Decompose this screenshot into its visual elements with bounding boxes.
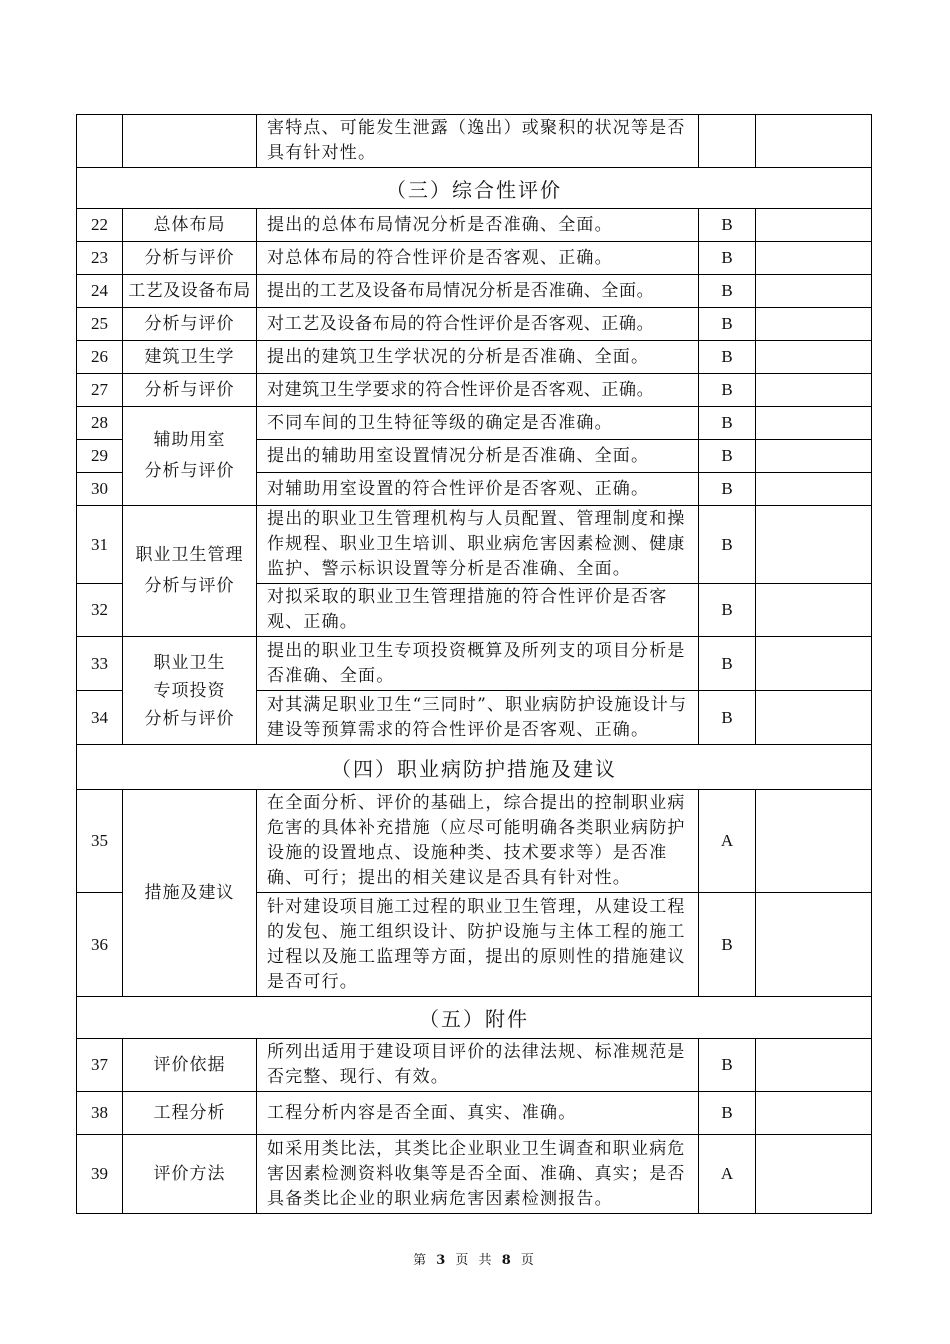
row-number: 24 (77, 275, 123, 308)
row-number: 38 (77, 1092, 123, 1135)
requirement-cell: 提出的总体布局情况分析是否准确、全面。 (257, 209, 699, 242)
table-row (77, 1039, 872, 1092)
table-row (77, 506, 872, 584)
remark-cell (756, 374, 872, 407)
evaluation-table (76, 114, 872, 1214)
row-number: 36 (77, 893, 123, 997)
category-cell (123, 115, 257, 168)
requirement-cell: 对总体布局的符合性评价是否客观、正确。 (257, 242, 699, 275)
requirement-cell: 对其满足职业卫生“三同时”、职业病防护设施设计与建设等预算需求的符合性评价是否客观、正确。 (257, 691, 699, 745)
level-cell: B (699, 637, 756, 691)
section-heading: （三）综合性评价 (77, 168, 872, 209)
category-line: 职业卫生管理 (135, 545, 244, 565)
row-number: 25 (77, 308, 123, 341)
category-cell: 分析与评价 (123, 374, 257, 407)
category-cell: 评价依据 (123, 1039, 257, 1092)
total-pages: 8 (501, 1253, 514, 1268)
requirement-cell: 对辅助用室设置的符合性评价是否客观、正确。 (257, 473, 699, 506)
table-row (77, 341, 872, 374)
level-cell: B (699, 308, 756, 341)
table-row (77, 209, 872, 242)
level-cell: B (699, 242, 756, 275)
table-row (77, 790, 872, 893)
remark-cell (756, 115, 872, 168)
category-cell: 评价方法 (123, 1135, 257, 1214)
level-cell: B (699, 1039, 756, 1092)
category-cell: 总体布局 (123, 209, 257, 242)
requirement-cell: 提出的职业卫生专项投资概算及所列支的项目分析是否准确、全面。 (257, 637, 699, 691)
remark-cell (756, 790, 872, 893)
category-cell: 建筑卫生学 (123, 341, 257, 374)
requirement-cell: 提出的工艺及设备布局情况分析是否准确、全面。 (257, 275, 699, 308)
remark-cell (756, 473, 872, 506)
requirement-cell: 对建筑卫生学要求的符合性评价是否客观、正确。 (257, 374, 699, 407)
page-footer (0, 1249, 950, 1268)
table-row (77, 115, 872, 168)
category-line: 专项投资 (153, 680, 226, 701)
row-number: 31 (77, 506, 123, 584)
row-number: 32 (77, 584, 123, 637)
section-row (77, 997, 872, 1039)
category-cell: 工艺及设备布局 (123, 275, 257, 308)
level-cell: A (699, 1135, 756, 1214)
remark-cell (756, 637, 872, 691)
level-cell: B (699, 1092, 756, 1135)
remark-cell (756, 1039, 872, 1092)
level-cell: B (699, 440, 756, 473)
level-cell: B (699, 691, 756, 745)
section-heading: （五）附件 (77, 997, 872, 1039)
table-row (77, 637, 872, 691)
row-number: 30 (77, 473, 123, 506)
category-line: 辅助用室 (153, 430, 226, 450)
remark-cell (756, 407, 872, 440)
table-row (77, 275, 872, 308)
requirement-cell: 对工艺及设备布局的符合性评价是否客观、正确。 (257, 308, 699, 341)
row-number: 29 (77, 440, 123, 473)
requirement-cell: 所列出适用于建设项目评价的法律法规、标准规范是否完整、现行、有效。 (257, 1039, 699, 1092)
category-cell (123, 637, 257, 745)
category-line: 职业卫生 (153, 652, 226, 673)
requirement-cell: 提出的辅助用室设置情况分析是否准确、全面。 (257, 440, 699, 473)
level-cell: B (699, 374, 756, 407)
level-cell: B (699, 584, 756, 637)
requirement-cell: 对拟采取的职业卫生管理措施的符合性评价是否客观、正确。 (257, 584, 699, 637)
remark-cell (756, 308, 872, 341)
level-cell: A (699, 790, 756, 893)
requirement-cell: 提出的职业卫生管理机构与人员配置、管理制度和操作规程、职业卫生培训、职业病危害因素检测、健康监护、警示标识设置等分析是否准确、全面。 (257, 506, 699, 584)
row-number: 34 (77, 691, 123, 745)
section-row (77, 168, 872, 209)
remark-cell (756, 691, 872, 745)
table-row (77, 242, 872, 275)
row-number: 22 (77, 209, 123, 242)
remark-cell (756, 584, 872, 637)
level-cell: B (699, 341, 756, 374)
table-row (77, 1092, 872, 1135)
num-cell (77, 115, 123, 168)
remark-cell (756, 506, 872, 584)
requirement-cell: 针对建设项目施工过程的职业卫生管理，从建设工程的发包、施工组织设计、防护设施与主体工程的施工过程以及施工监理等方面，提出的原则性的措施建议是否可行。 (257, 893, 699, 997)
remark-cell (756, 275, 872, 308)
row-number: 27 (77, 374, 123, 407)
level-cell: B (699, 473, 756, 506)
section-row (77, 745, 872, 790)
section-heading: （四）职业病防护措施及建议 (77, 745, 872, 790)
footer-suffix: 页 (520, 1253, 537, 1268)
category-line: 分析与评价 (144, 708, 235, 729)
category-cell: 分析与评价 (123, 308, 257, 341)
table-row (77, 407, 872, 440)
remark-cell (756, 893, 872, 997)
requirement-cell: 如采用类比法，其类比企业职业卫生调查和职业病危害因素检测资料收集等是否全面、准确、真实；是否具备类比企业的职业病危害因素检测报告。 (257, 1135, 699, 1214)
level-cell: B (699, 407, 756, 440)
category-cell: 分析与评价 (123, 242, 257, 275)
remark-cell (756, 209, 872, 242)
level-cell: B (699, 506, 756, 584)
remark-cell (756, 1135, 872, 1214)
row-number: 33 (77, 637, 123, 691)
row-number: 28 (77, 407, 123, 440)
level-cell: B (699, 209, 756, 242)
category-line: 分析与评价 (144, 461, 235, 481)
category-cell: 措施及建议 (123, 790, 257, 997)
page-number: 3 (436, 1253, 449, 1268)
category-line: 分析与评价 (144, 576, 235, 596)
table-row (77, 308, 872, 341)
table-row (77, 1135, 872, 1214)
remark-cell (756, 341, 872, 374)
row-number: 39 (77, 1135, 123, 1214)
remark-cell (756, 1092, 872, 1135)
remark-cell (756, 242, 872, 275)
level-cell: B (699, 275, 756, 308)
row-number: 23 (77, 242, 123, 275)
remark-cell (756, 440, 872, 473)
table-row (77, 374, 872, 407)
footer-prefix: 第 (413, 1253, 430, 1268)
row-number: 26 (77, 341, 123, 374)
requirement-cell: 在全面分析、评价的基础上，综合提出的控制职业病危害的具体补充措施（应尽可能明确各类职业病防护设施的设置地点、设施种类、技术要求等）是否准确、可行；提出的相关建议是否具有针对性。 (257, 790, 699, 893)
requirement-cell: 不同车间的卫生特征等级的确定是否准确。 (257, 407, 699, 440)
category-cell: 工程分析 (123, 1092, 257, 1135)
row-number: 35 (77, 790, 123, 893)
footer-middle: 页 共 (455, 1253, 495, 1268)
level-cell: B (699, 893, 756, 997)
requirement-cell: 工程分析内容是否全面、真实、准确。 (257, 1092, 699, 1135)
requirement-cell: 害特点、可能发生泄露（逸出）或聚积的状况等是否具有针对性。 (257, 115, 699, 168)
row-number: 37 (77, 1039, 123, 1092)
category-cell (123, 506, 257, 637)
level-cell (699, 115, 756, 168)
category-cell (123, 407, 257, 506)
requirement-cell: 提出的建筑卫生学状况的分析是否准确、全面。 (257, 341, 699, 374)
